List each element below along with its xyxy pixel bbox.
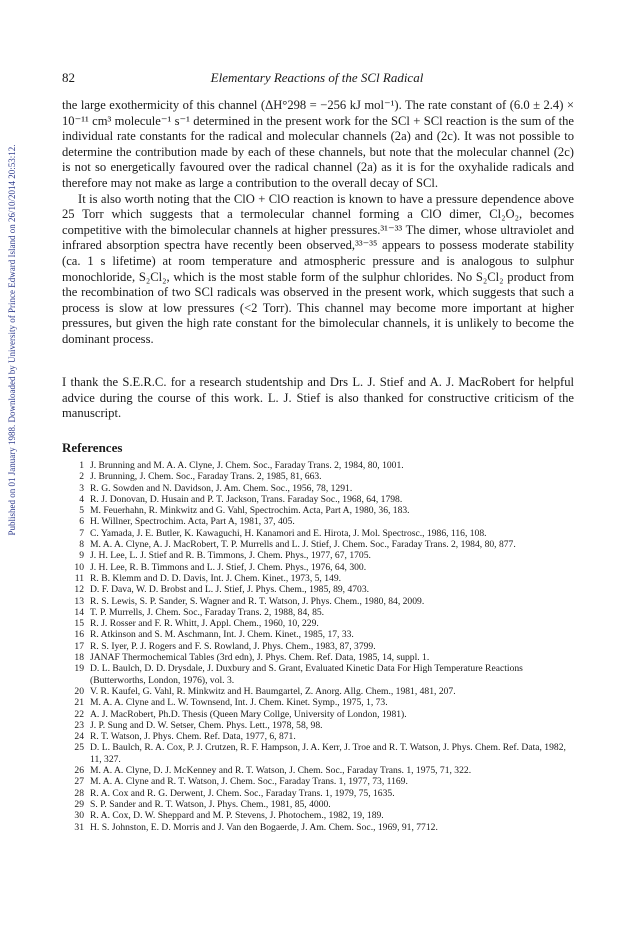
reference-text: R. A. Cox and R. G. Derwent, J. Chem. Soc., Faraday Trans. 1, 1979, 75, 1635. <box>90 787 395 799</box>
reference-item <box>62 460 574 471</box>
download-notice <box>4 100 20 580</box>
reference-text: J. Brunning and M. A. A. Clyne, J. Chem. Soc., Faraday Trans. 2, 1984, 80, 1001. <box>90 460 404 471</box>
reference-item <box>62 629 574 640</box>
reference-text: JANAF Thermochemical Tables (3rd edn), J. Phys. Chem. Ref. Data, 1985, 14, suppl. 1. <box>90 652 430 664</box>
reference-item <box>62 584 574 595</box>
reference-text: R. S. Iyer, P. J. Rogers and F. S. Rowland, J. Phys. Chem., 1983, 87, 3799. <box>90 640 376 652</box>
reference-list <box>62 460 574 833</box>
reference-item <box>62 709 574 720</box>
reference-number: 30 <box>74 810 84 822</box>
reference-number: 20 <box>74 685 84 697</box>
reference-number: 5 <box>79 505 84 517</box>
reference-item <box>62 776 574 787</box>
reference-text: D. F. Dava, W. D. Brobst and L. J. Stief, J. Phys. Chem., 1985, 89, 4703. <box>90 584 370 596</box>
paragraph: It is also worth noting that the ClO + ClO reaction is known to have a pressure dependence above 25 Torr which suggests that a termolecular channel forming a ClO dimer, Cl₂O₂, becomes competitive with the bimolecular channels at higher pressures.³¹⁻³³ The dimer, whose ultraviolet and infrared absorption spectra have recently been observed,³³⁻³⁵ appears to possess moderate stability (ca. 1 s lifetime) at room temperature and atmospheric pressure and is analogous to sulphur monochloride, S₂Cl₂, which is the most stable form of the sulphur chlorides. No S₂Cl₂ product from the recombination of two SCl radicals was observed in the present work, which suggests that such a process is slow at low pressures (<2 Torr). This channel may become more important at higher pressures, but given the high rate constant for the bimolecular channels, it is unlikely to become the dominant process. <box>62 191 574 346</box>
reference-number: 22 <box>74 708 84 720</box>
acknowledgement: I thank the S.E.R.C. for a research studentship and Drs L. J. Stief and A. J. MacRobert for helpful advice during the course of this work. L. J. Stief is also thanked for constructive criticism of the manuscript. <box>62 375 574 421</box>
reference-item <box>62 822 574 833</box>
reference-number: 28 <box>74 787 84 799</box>
reference-number: 24 <box>74 731 84 743</box>
reference-number: 31 <box>74 821 84 833</box>
reference-number: 17 <box>74 640 84 652</box>
reference-number: 4 <box>79 493 84 505</box>
reference-text: R. S. Lewis, S. P. Sander, S. Wagner and R. T. Watson, J. Phys. Chem., 1980, 84, 2009. <box>90 595 425 607</box>
reference-item <box>62 505 574 516</box>
reference-text: M. A. A. Clyne and L. W. Townsend, Int. J. Chem. Kinet. Symp., 1975, 1, 73. <box>90 697 388 709</box>
reference-item <box>62 799 574 810</box>
reference-item <box>62 686 574 697</box>
reference-text: A. J. MacRobert, Ph.D. Thesis (Queen Mary Collge, University of London, 1981). <box>90 708 407 720</box>
reference-item <box>62 731 574 742</box>
reference-number: 10 <box>74 561 84 573</box>
page-header <box>62 70 572 88</box>
page-number: 82 <box>62 70 75 85</box>
reference-item <box>62 562 574 573</box>
reference-item <box>62 471 574 482</box>
reference-text: H. S. Johnston, E. D. Morris and J. Van den Bogaerde, J. Am. Chem. Soc., 1969, 91, 7712. <box>90 821 438 833</box>
reference-text: J. P. Sung and D. W. Setser, Chem. Phys. Lett., 1978, 58, 98. <box>90 719 323 731</box>
reference-text: M. A. A. Clyne and R. T. Watson, J. Chem. Soc., Faraday Trans. 1, 1977, 73, 1169. <box>90 776 408 788</box>
reference-text: D. L. Baulch, D. D. Drysdale, J. Duxbury and S. Grant, Evaluated Kinetic Data For High Temperature Reactions (Butterworths, London, 1976), vol. 3. <box>90 663 523 686</box>
reference-item <box>62 720 574 731</box>
reference-text: M. Feuerhahn, R. Minkwitz and G. Vahl, Spectrochim. Acta, Part A, 1980, 36, 183. <box>90 505 410 517</box>
reference-text: R. Atkinson and S. M. Aschmann, Int. J. Chem. Kinet., 1985, 17, 33. <box>90 629 354 641</box>
reference-text: M. A. A. Clyne, A. J. MacRobert, T. P. Murrells and L. J. Stief, J. Chem. Soc., Faraday Trans. 2, 1984, 80, 877. <box>90 539 516 551</box>
reference-text: H. Willner, Spectrochim. Acta, Part A, 1981, 37, 405. <box>90 516 295 528</box>
reference-item <box>62 697 574 708</box>
reference-text: R. B. Klemm and D. D. Davis, Int. J. Chem. Kinet., 1973, 5, 149. <box>90 572 342 584</box>
reference-number: 11 <box>74 572 84 584</box>
body-text <box>62 98 574 348</box>
references-heading: References <box>62 440 123 455</box>
reference-item <box>62 483 574 494</box>
reference-item <box>62 607 574 618</box>
reference-item <box>62 652 574 663</box>
reference-item <box>62 788 574 799</box>
reference-text: S. P. Sander and R. T. Watson, J. Phys. Chem., 1981, 85, 4000. <box>90 798 331 810</box>
reference-number: 6 <box>79 516 84 528</box>
reference-text: J. Brunning, J. Chem. Soc., Faraday Trans. 2, 1985, 81, 663. <box>90 471 322 483</box>
running-title: Elementary Reactions of the SCl Radical <box>210 70 424 85</box>
reference-text: D. L. Baulch, R. A. Cox, P. J. Crutzen, R. F. Hampson, J. A. Kerr, J. Troe and R. T. Watson, J. Phys. Chem. Ref. Data, 1982, 11, 327. <box>90 742 566 765</box>
reference-item <box>62 516 574 527</box>
reference-number: 7 <box>79 527 84 539</box>
reference-number: 21 <box>74 697 84 709</box>
reference-number: 26 <box>74 765 84 777</box>
reference-item <box>62 528 574 539</box>
reference-item <box>62 539 574 550</box>
download-notice-text: Published on 01 January 1988. Downloaded by University of Prince Edward Island on 26/10/2014 20:53:12. <box>7 144 17 536</box>
reference-text: R. J. Rosser and F. R. Whitt, J. Appl. Chem., 1960, 10, 229. <box>90 618 319 630</box>
reference-item <box>62 663 574 686</box>
reference-item <box>62 742 574 765</box>
reference-text: T. P. Murrells, J. Chem. Soc., Faraday Trans. 2, 1988, 84, 85. <box>90 606 325 618</box>
reference-item <box>62 550 574 561</box>
reference-number: 12 <box>74 584 84 596</box>
reference-text: J. H. Lee, L. J. Stief and R. B. Timmons, J. Chem. Phys., 1977, 67, 1705. <box>90 550 371 562</box>
reference-text: V. R. Kaufel, G. Vahl, R. Minkwitz and H. Baumgartel, Z. Anorg. Allg. Chem., 1981, 481, 207. <box>90 685 456 697</box>
reference-number: 27 <box>74 776 84 788</box>
reference-item <box>62 810 574 821</box>
reference-number: 18 <box>74 652 84 664</box>
reference-number: 3 <box>79 482 84 494</box>
reference-number: 13 <box>74 595 84 607</box>
reference-number: 14 <box>74 606 84 618</box>
reference-number: 29 <box>74 798 84 810</box>
reference-text: C. Yamada, J. E. Butler, K. Kawaguchi, H. Kanamori and E. Hirota, J. Mol. Spectrosc., 1986, 116, 108. <box>90 527 487 539</box>
reference-item <box>62 596 574 607</box>
reference-item <box>62 494 574 505</box>
reference-number: 19 <box>74 663 84 675</box>
reference-number: 23 <box>74 719 84 731</box>
reference-number: 2 <box>79 471 84 483</box>
reference-number: 15 <box>74 618 84 630</box>
reference-text: J. H. Lee, R. B. Timmons and L. J. Stief, J. Chem. Phys., 1976, 64, 300. <box>90 561 367 573</box>
reference-text: R. J. Donovan, D. Husain and P. T. Jackson, Trans. Faraday Soc., 1968, 64, 1798. <box>90 493 403 505</box>
reference-text: R. T. Watson, J. Phys. Chem. Ref. Data, 1977, 6, 871. <box>90 731 296 743</box>
reference-text: R. G. Sowden and N. Davidson, J. Am. Chem. Soc., 1956, 78, 1291. <box>90 482 353 494</box>
reference-item <box>62 618 574 629</box>
reference-number: 16 <box>74 629 84 641</box>
reference-number: 1 <box>79 460 84 471</box>
reference-text: R. A. Cox, D. W. Sheppard and M. P. Stevens, J. Photochem., 1982, 19, 189. <box>90 810 384 822</box>
paragraph: the large exothermicity of this channel (ΔH°298 = −256 kJ mol⁻¹). The rate constant of (6.0 ± 2.4) × 10⁻¹¹ cm³ molecule⁻¹ s⁻¹ determined in the present work for the SCl + SCl reaction is the sum of the individual rate constants for the radical and molecular channels (2a) and (2c). It was not possible to determine the contribution made by each of these channels, but note that the molecular channel (2c) is not so energetically favoured over the radical channel (2a) as it is for the oxyhalide radicals and therefore may not make as large a contribution to the overall decay of SCl. <box>62 98 574 190</box>
reference-item <box>62 765 574 776</box>
reference-text: M. A. A. Clyne, D. J. McKenney and R. T. Watson, J. Chem. Soc., Faraday Trans. 1, 1975, 71, 322. <box>90 765 472 777</box>
reference-number: 25 <box>74 742 84 754</box>
reference-number: 9 <box>79 550 84 562</box>
reference-item <box>62 573 574 584</box>
reference-number: 8 <box>79 539 84 551</box>
reference-item <box>62 641 574 652</box>
